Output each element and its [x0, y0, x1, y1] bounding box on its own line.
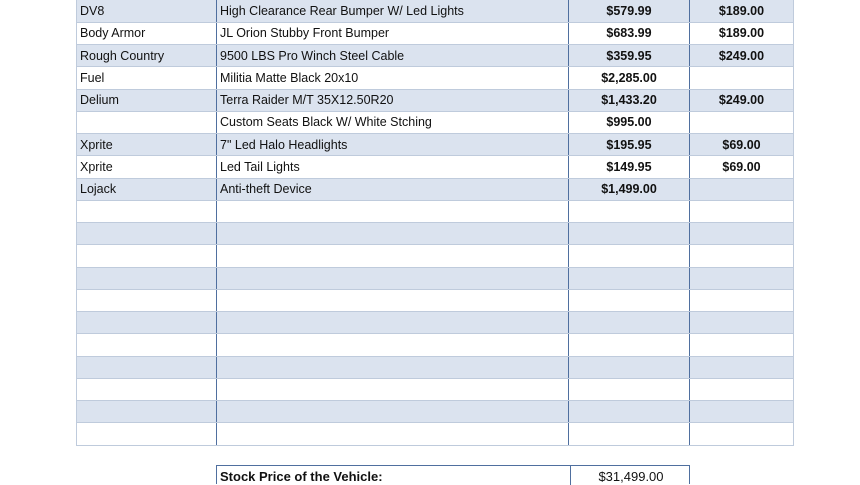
description-cell: Terra Raider M/T 35X12.50R20	[217, 89, 569, 111]
description-cell	[217, 245, 569, 267]
table-row	[77, 89, 794, 111]
stock-price-row	[216, 465, 690, 484]
price-cell: $2,285.00	[569, 67, 690, 89]
description-cell	[217, 423, 569, 445]
brand-cell: Xprite	[77, 134, 217, 156]
price-cell	[569, 245, 690, 267]
labor-cell	[690, 111, 794, 133]
description-cell: Anti-theft Device	[217, 178, 569, 200]
price-cell	[569, 289, 690, 311]
empty-row	[77, 423, 794, 445]
price-cell: $359.95	[569, 45, 690, 67]
labor-cell	[690, 356, 794, 378]
empty-row	[77, 289, 794, 311]
description-cell: Militia Matte Black 20x10	[217, 67, 569, 89]
labor-cell: $189.00	[690, 0, 794, 22]
parts-table-body	[77, 0, 794, 445]
brand-cell	[77, 111, 217, 133]
empty-row	[77, 334, 794, 356]
brand-cell	[77, 267, 217, 289]
description-cell	[217, 334, 569, 356]
labor-cell	[690, 378, 794, 400]
brand-cell	[77, 378, 217, 400]
labor-cell	[690, 401, 794, 423]
description-cell	[217, 223, 569, 245]
brand-cell: Xprite	[77, 156, 217, 178]
price-cell: $1,499.00	[569, 178, 690, 200]
parts-table	[76, 0, 794, 446]
price-cell	[569, 378, 690, 400]
price-cell	[569, 423, 690, 445]
labor-cell: $249.00	[690, 89, 794, 111]
empty-row	[77, 223, 794, 245]
description-cell	[217, 200, 569, 222]
brand-cell: Rough Country	[77, 45, 217, 67]
brand-cell	[77, 312, 217, 334]
brand-cell: Body Armor	[77, 22, 217, 44]
labor-cell: $189.00	[690, 22, 794, 44]
brand-cell: Lojack	[77, 178, 217, 200]
description-cell	[217, 312, 569, 334]
price-cell	[569, 401, 690, 423]
description-cell: Led Tail Lights	[217, 156, 569, 178]
price-cell	[569, 223, 690, 245]
table-row	[77, 111, 794, 133]
labor-cell	[690, 67, 794, 89]
price-cell	[569, 356, 690, 378]
brand-cell: Fuel	[77, 67, 217, 89]
empty-row	[77, 245, 794, 267]
description-cell	[217, 267, 569, 289]
table-row	[77, 156, 794, 178]
price-cell: $195.95	[569, 134, 690, 156]
description-cell	[217, 356, 569, 378]
brand-cell: DV8	[77, 0, 217, 22]
labor-cell: $69.00	[690, 134, 794, 156]
price-cell: $995.00	[569, 111, 690, 133]
brand-cell	[77, 200, 217, 222]
price-cell: $683.99	[569, 22, 690, 44]
price-cell	[569, 334, 690, 356]
labor-cell	[690, 289, 794, 311]
table-row	[77, 134, 794, 156]
brand-cell	[77, 223, 217, 245]
table-row	[77, 178, 794, 200]
labor-cell: $249.00	[690, 45, 794, 67]
empty-row	[77, 200, 794, 222]
empty-row	[77, 378, 794, 400]
description-cell: JL Orion Stubby Front Bumper	[217, 22, 569, 44]
table-row	[77, 22, 794, 44]
price-cell: $579.99	[569, 0, 690, 22]
description-cell	[217, 401, 569, 423]
price-cell	[569, 312, 690, 334]
brand-cell: Delium	[77, 89, 217, 111]
brand-cell	[77, 245, 217, 267]
empty-row	[77, 267, 794, 289]
empty-row	[77, 401, 794, 423]
empty-row	[77, 312, 794, 334]
table-row	[77, 45, 794, 67]
labor-cell	[690, 312, 794, 334]
labor-cell	[690, 334, 794, 356]
labor-cell	[690, 267, 794, 289]
labor-cell	[690, 200, 794, 222]
brand-cell	[77, 289, 217, 311]
stock-price-value: $31,499.00	[570, 466, 691, 485]
price-cell: $149.95	[569, 156, 690, 178]
labor-cell	[690, 178, 794, 200]
description-cell: 7" Led Halo Headlights	[217, 134, 569, 156]
stock-price-label: Stock Price of the Vehicle:	[220, 469, 383, 484]
brand-cell	[77, 356, 217, 378]
description-cell	[217, 289, 569, 311]
table-row	[77, 0, 794, 22]
brand-cell	[77, 401, 217, 423]
price-cell	[569, 267, 690, 289]
labor-cell	[690, 423, 794, 445]
labor-cell	[690, 223, 794, 245]
empty-row	[77, 356, 794, 378]
brand-cell	[77, 334, 217, 356]
brand-cell	[77, 423, 217, 445]
description-cell: 9500 LBS Pro Winch Steel Cable	[217, 45, 569, 67]
description-cell: Custom Seats Black W/ White Stching	[217, 111, 569, 133]
price-cell: $1,433.20	[569, 89, 690, 111]
description-cell: High Clearance Rear Bumper W/ Led Lights	[217, 0, 569, 22]
table-row	[77, 67, 794, 89]
price-cell	[569, 200, 690, 222]
description-cell	[217, 378, 569, 400]
labor-cell	[690, 245, 794, 267]
labor-cell: $69.00	[690, 156, 794, 178]
